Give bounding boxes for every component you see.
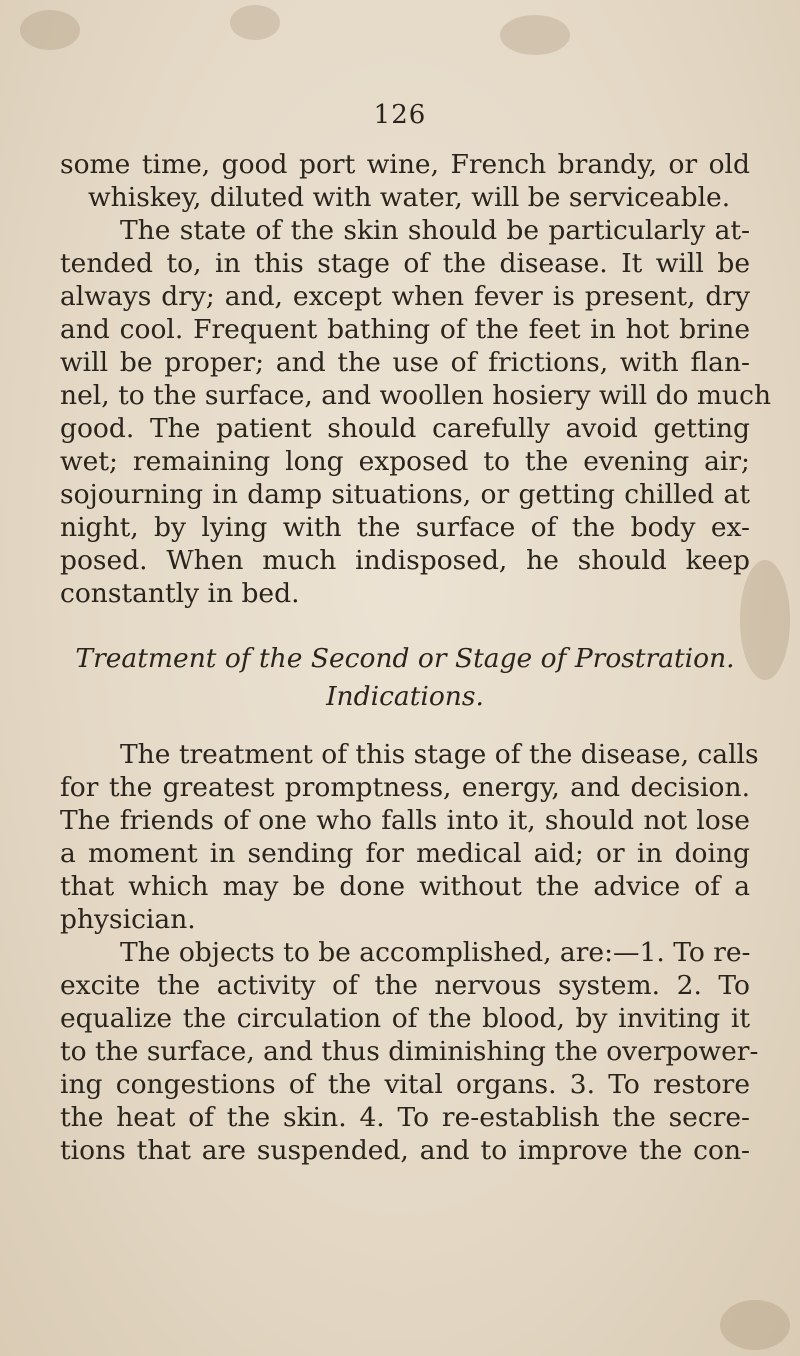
text-line: The objects to be accomplished, are:—1. To re- xyxy=(120,937,751,968)
paper-stain xyxy=(720,1300,790,1350)
text-line: that which may be done without the advice of a xyxy=(60,871,750,902)
body-text xyxy=(60,148,772,1167)
text-line: to the surface, and thus diminishing the overpower- xyxy=(60,1036,759,1067)
paper-stain xyxy=(230,5,280,40)
text-line: and cool. Frequent bathing of the feet in hot brine xyxy=(60,314,750,345)
text-line: tended to, in this stage of the disease. It will be xyxy=(60,248,750,279)
section-heading: Treatment of the Second or Stage of Prostration. xyxy=(75,643,735,674)
text-line: for the greatest promptness, energy, and decision. xyxy=(60,772,750,803)
text-line: ing congestions of the vital organs. 3. To restore xyxy=(60,1069,750,1100)
paper-stain xyxy=(500,15,570,55)
subsection-heading: Indications. xyxy=(326,681,484,712)
text-line: will be proper; and the use of frictions, with flan- xyxy=(60,347,750,378)
text-line: The state of the skin should be particularly at- xyxy=(120,215,750,246)
text-line: the heat of the skin. 4. To re-establish the secre- xyxy=(60,1102,750,1133)
paper-stain xyxy=(20,10,80,50)
text-line: whiskey, diluted with water, will be serviceable. xyxy=(88,182,731,213)
page-number: 126 xyxy=(373,100,427,130)
text-line: tions that are suspended, and to improve the con- xyxy=(60,1135,750,1166)
text-line: always dry; and, except when fever is present, dry xyxy=(60,281,750,312)
text-line: physician. xyxy=(60,904,196,935)
text-line: equalize the circulation of the blood, by inviting it xyxy=(60,1003,750,1034)
text-line: sojourning in damp situations, or getting chilled at xyxy=(60,479,750,510)
text-line: some time, good port wine, French brandy, or old xyxy=(60,149,750,180)
text-line: nel, to the surface, and woollen hosiery will do much xyxy=(60,380,772,411)
text-line: The treatment of this stage of the disease, calls xyxy=(120,739,759,770)
text-line: The friends of one who falls into it, should not lose xyxy=(60,805,750,836)
text-line: night, by lying with the surface of the body ex- xyxy=(60,512,750,543)
text-line: constantly in bed. xyxy=(60,578,300,609)
text-line: wet; remaining long exposed to the evening air; xyxy=(60,446,750,477)
text-line: posed. When much indisposed, he should keep xyxy=(60,545,750,576)
text-line: excite the activity of the nervous system. 2. To xyxy=(60,970,750,1001)
text-line: good. The patient should carefully avoid getting xyxy=(60,413,750,444)
text-line: a moment in sending for medical aid; or in doing xyxy=(60,838,750,869)
